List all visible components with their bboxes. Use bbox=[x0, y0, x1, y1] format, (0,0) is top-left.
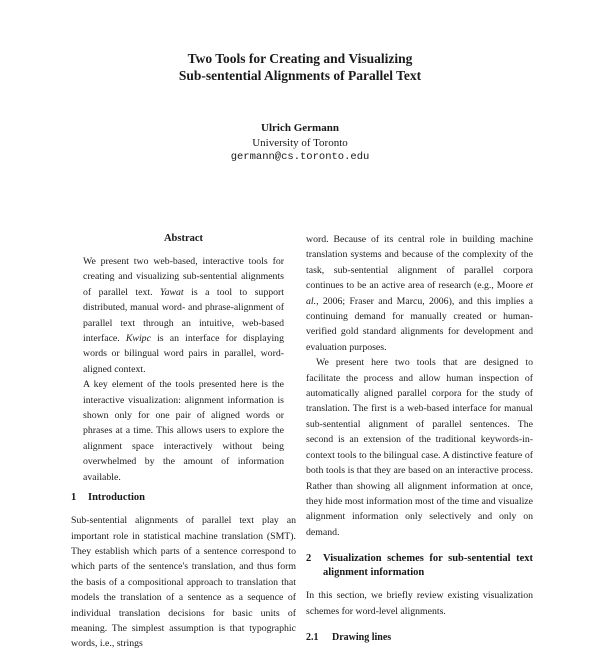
abstract-body bbox=[83, 254, 284, 485]
right-paragraph-1: word. Because of its central role in building machine translation systems and because of the complexity of the task, sub-sentential alignment of parallel corpora continues to be an active area of research (e.g., Moore et al., 2006; Fraser and Marcu, 2006), and this implies a continuing demand for manually created or human-verified gold standard alignments for development and evaluation purposes. bbox=[306, 234, 533, 353]
abstract-paragraph-2: A key element of the tools presented here is the interactive visualization: alignment information is shown only for one pair of aligned words or phrases at a time. This allows users to explore the alignment space interactively without being overwhelmed by the amount of information available. bbox=[83, 379, 284, 483]
abstract-paragraph-1: We present two web-based, interactive tools for creating and visualizing sub-sentential alignments of parallel text. Yawat is a tool to support distributed, manual word- and phrase-alignment of parallel text through an intuitive, web-based interface. Kwipc is an interface for displaying words or bilingual word pairs in parallel, word-aligned context. bbox=[83, 256, 285, 375]
author-email: germann@cs.toronto.edu bbox=[230, 151, 370, 163]
title-line-1: Two Tools for Creating and Visualizing bbox=[187, 51, 413, 66]
subsection-2-1-number: 2.1 bbox=[306, 631, 319, 643]
section-2-number: 2 bbox=[306, 553, 312, 565]
left-column bbox=[71, 232, 296, 652]
author-name: Ulrich Germann bbox=[261, 122, 339, 134]
et-al: et al. bbox=[306, 280, 533, 307]
section-1-number: 1 bbox=[71, 492, 77, 504]
kwipc-name: Kwipc bbox=[125, 333, 151, 345]
subsection-2-1-title: Drawing lines bbox=[332, 631, 392, 643]
abstract-heading: Abstract bbox=[163, 233, 204, 244]
author-block bbox=[150, 121, 450, 165]
author-affiliation: University of Toronto bbox=[252, 136, 348, 149]
section-1-title: Introduction bbox=[88, 492, 145, 504]
section-1-heading bbox=[71, 491, 296, 505]
right-paragraph-2: We present here two tools that are designed to facilitate the process and allow human inspection of automatically aligned parallel corpora for the study of translation. The first is a web-based interface for manual sub-sentential alignment of parallel sentences. The second is an extension of the traditional keywords-in-context tools to the bilingual case. A distinctive feature of both tools is that they are based on an interactive process. Rather than showing all alignment information at once, they hide most information most of the time and visualize alignment information only selectively and only on demand. bbox=[306, 357, 533, 538]
yawat-name: Yawat bbox=[160, 286, 184, 298]
title-line-2: Sub-sentential Alignments of Parallel Text bbox=[178, 68, 422, 83]
section-2-heading bbox=[306, 552, 533, 580]
paper-title bbox=[100, 50, 500, 84]
section-2-title: Visualization schemes for sub-sentential text alignment information bbox=[323, 553, 533, 579]
right-column bbox=[306, 232, 533, 645]
section-2-paragraph-1: In this section, we briefly review existing visualization schemes for word-level alignments. bbox=[306, 590, 533, 617]
intro-paragraph-1: Sub-sentential alignments of parallel text play an important role in statistical machine translation (SMT). They establish which parts of a sentence correspond to which parts of the sentence's translation, and thus form the basis of a compositional approach to translation that models the translation of a sentence as a sequence of individual translation decisions for basic units of meaning. The simplest assumption is that typographic words, i.e., strings bbox=[71, 515, 296, 650]
subsection-2-1-heading bbox=[306, 631, 533, 645]
